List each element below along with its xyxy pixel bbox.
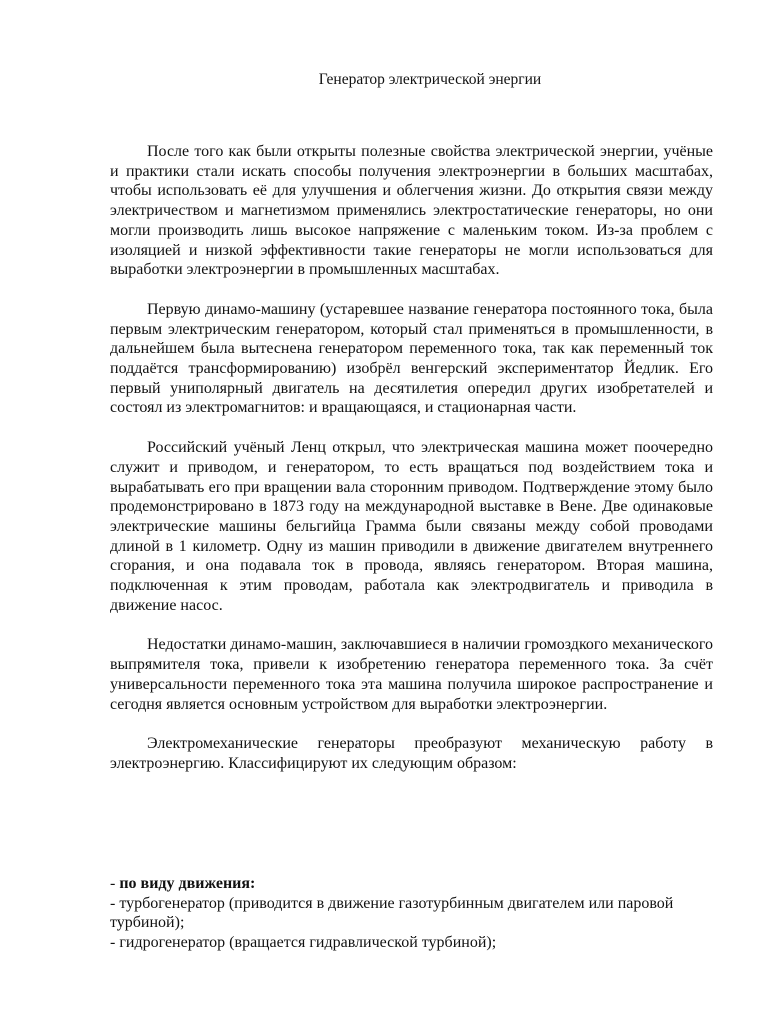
paragraph-3: Российский учёный Ленц открыл, что электрическая машина может поочередно служит и приводом, и генератором, то есть вращаться под воздействием тока и вырабатывать его при вращении вала сторонним приводом. Подтверждение этому было продемонстрировано в 1873 году на международной выставке в Вене. Две одинаковые электрические машины бельгийца Грамма были связаны между собой проводами длиной в 1 километр. Одну из машин приводили в движение двигателем внутреннего сгорания, и она подавала ток в провода, являясь генератором. Вторая машина, подключенная к этим проводам, работала как электродвигатель и приводила в движение насос. [110, 439, 713, 614]
document-title: Генератор электрической энергии [318, 71, 542, 88]
paragraph-4: Недостатки динамо-машин, заключавшиеся в наличии громоздкого механического выпрямителя тока, привели к изобретению генератора переменного тока. За счёт универсальности переменного тока эта машина получила широкое распространение и сегодня является основным устройством для выработки электроэнергии. [110, 636, 713, 713]
paragraph-1: После того как были открыты полезные свойства электрической энергии, учёные и практики стали искать способы получения электроэнергии в больших масштабах, чтобы использовать её для улучшения и облегчения жизни. До открытия связи между электричеством и магнетизмом применялись электростатические генераторы, но они могли производить лишь высокое напряжение с маленьким током. Из-за проблем с изоляцией и низкой эффективности такие генераторы не могли использоваться для выработки электроэнергии в промышленных масштабах. [110, 143, 713, 279]
list-heading-prefix: - [110, 875, 120, 892]
document-body [110, 142, 713, 774]
paragraph-5: Электромеханические генераторы преобразуют механическую работу в электроэнергию. Классифицируют их следующим образом: [110, 735, 713, 772]
list-item: - гидрогенератор (вращается гидравлической турбиной); [110, 934, 497, 952]
list-heading-text: по виду движения: [119, 875, 256, 892]
list-heading [110, 874, 713, 894]
list-item: - турбогенератор (приводится в движение газотурбинным двигателем или паровой турбиной); [110, 894, 674, 932]
classification-list [110, 874, 713, 953]
paragraph-2: Первую динамо-машину (устаревшее название генератора постоянного тока, была первым электрическим генератором, который стал применяться в промышленности, в дальнейшем была вытеснена генератором переменного тока, так как переменный ток поддаётся трансформированию) изобрёл венгерский экспериментатор Йедлик. Его первый униполярный двигатель на десятилетия опередил других изобретателей и состоял из электромагнитов: и вращающаяся, и стационарная части. [110, 300, 713, 417]
